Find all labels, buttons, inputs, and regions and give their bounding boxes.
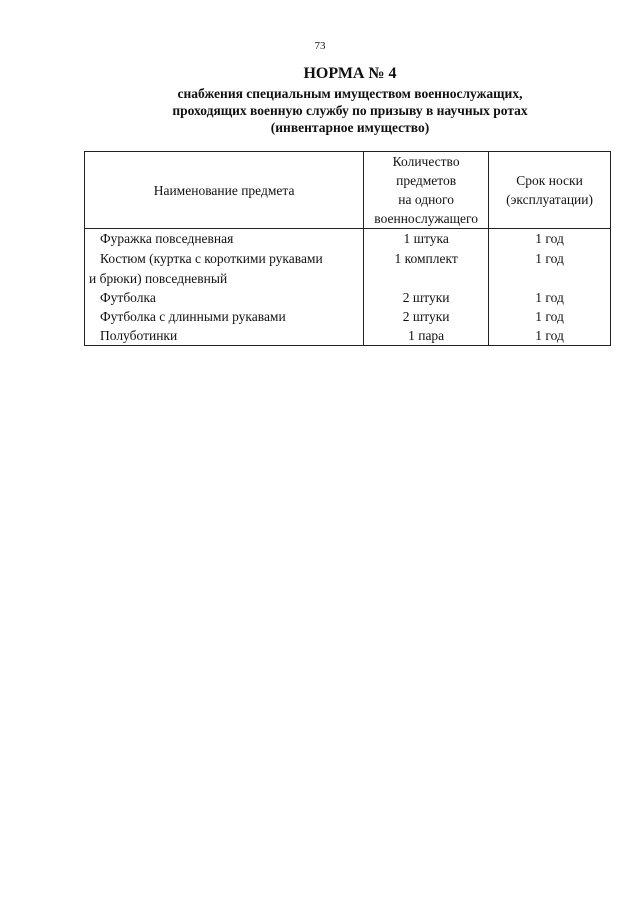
header-item-name-label: Наименование предмета: [153, 182, 295, 198]
cell-item-name: [85, 248, 364, 288]
cell-term: 1 год: [489, 288, 611, 307]
norm-table: [84, 151, 611, 346]
cell-term: 1 год: [489, 248, 611, 288]
table-row: [85, 248, 611, 288]
cell-item-name: [85, 288, 364, 307]
cell-quantity: 1 штука: [364, 229, 489, 249]
norm-title: НОРМА № 4: [303, 65, 397, 82]
cell-item-name: [85, 229, 364, 249]
header-term-line-2: (эксплуатации): [506, 192, 593, 207]
table-row: [85, 288, 611, 307]
cell-item-name: [85, 326, 364, 346]
cell-item-name: [85, 307, 364, 326]
table-row: [85, 229, 611, 249]
cell-quantity: 1 пара: [364, 326, 489, 346]
cell-item-name-line: Костюм (куртка с короткими рукавами: [100, 251, 323, 266]
cell-term: 1 год: [489, 307, 611, 326]
cell-quantity: 2 штуки: [364, 288, 489, 307]
cell-term: 1 год: [489, 229, 611, 249]
norm-heading: [60, 64, 640, 136]
norm-subtitle-line-3: (инвентарное имущество): [270, 120, 430, 135]
page-number: 73: [314, 40, 326, 52]
cell-quantity: 1 комплект: [364, 248, 489, 288]
cell-item-name-line: Полуботинки: [100, 328, 178, 343]
header-term: [489, 152, 611, 229]
cell-quantity: 2 штуки: [364, 307, 489, 326]
norm-subtitle-line-2: проходящих военную службу по призыву в научных ротах: [172, 103, 528, 118]
norm-subtitle-line-1: снабжения специальным имуществом военнослужащих,: [177, 86, 523, 101]
header-quantity-line-3: на одного: [398, 192, 455, 207]
cell-term: 1 год: [489, 326, 611, 346]
header-item-name: [85, 152, 364, 229]
header-term-line-1: Срок носки: [516, 173, 583, 188]
table-row: [85, 307, 611, 326]
header-quantity-line-1: Количество: [392, 154, 460, 169]
header-quantity-line-4: военнослужащего: [374, 211, 478, 226]
header-quantity: [364, 152, 489, 229]
cell-item-name-line: и брюки) повседневный: [89, 271, 228, 286]
cell-item-name-line: Футболка с длинными рукавами: [100, 309, 286, 324]
table-header-row: [85, 152, 611, 229]
header-quantity-line-2: предметов: [396, 173, 457, 188]
cell-item-name-line: Футболка: [100, 290, 156, 305]
cell-item-name-line: Фуражка повседневная: [100, 231, 234, 246]
table-row: [85, 326, 611, 346]
